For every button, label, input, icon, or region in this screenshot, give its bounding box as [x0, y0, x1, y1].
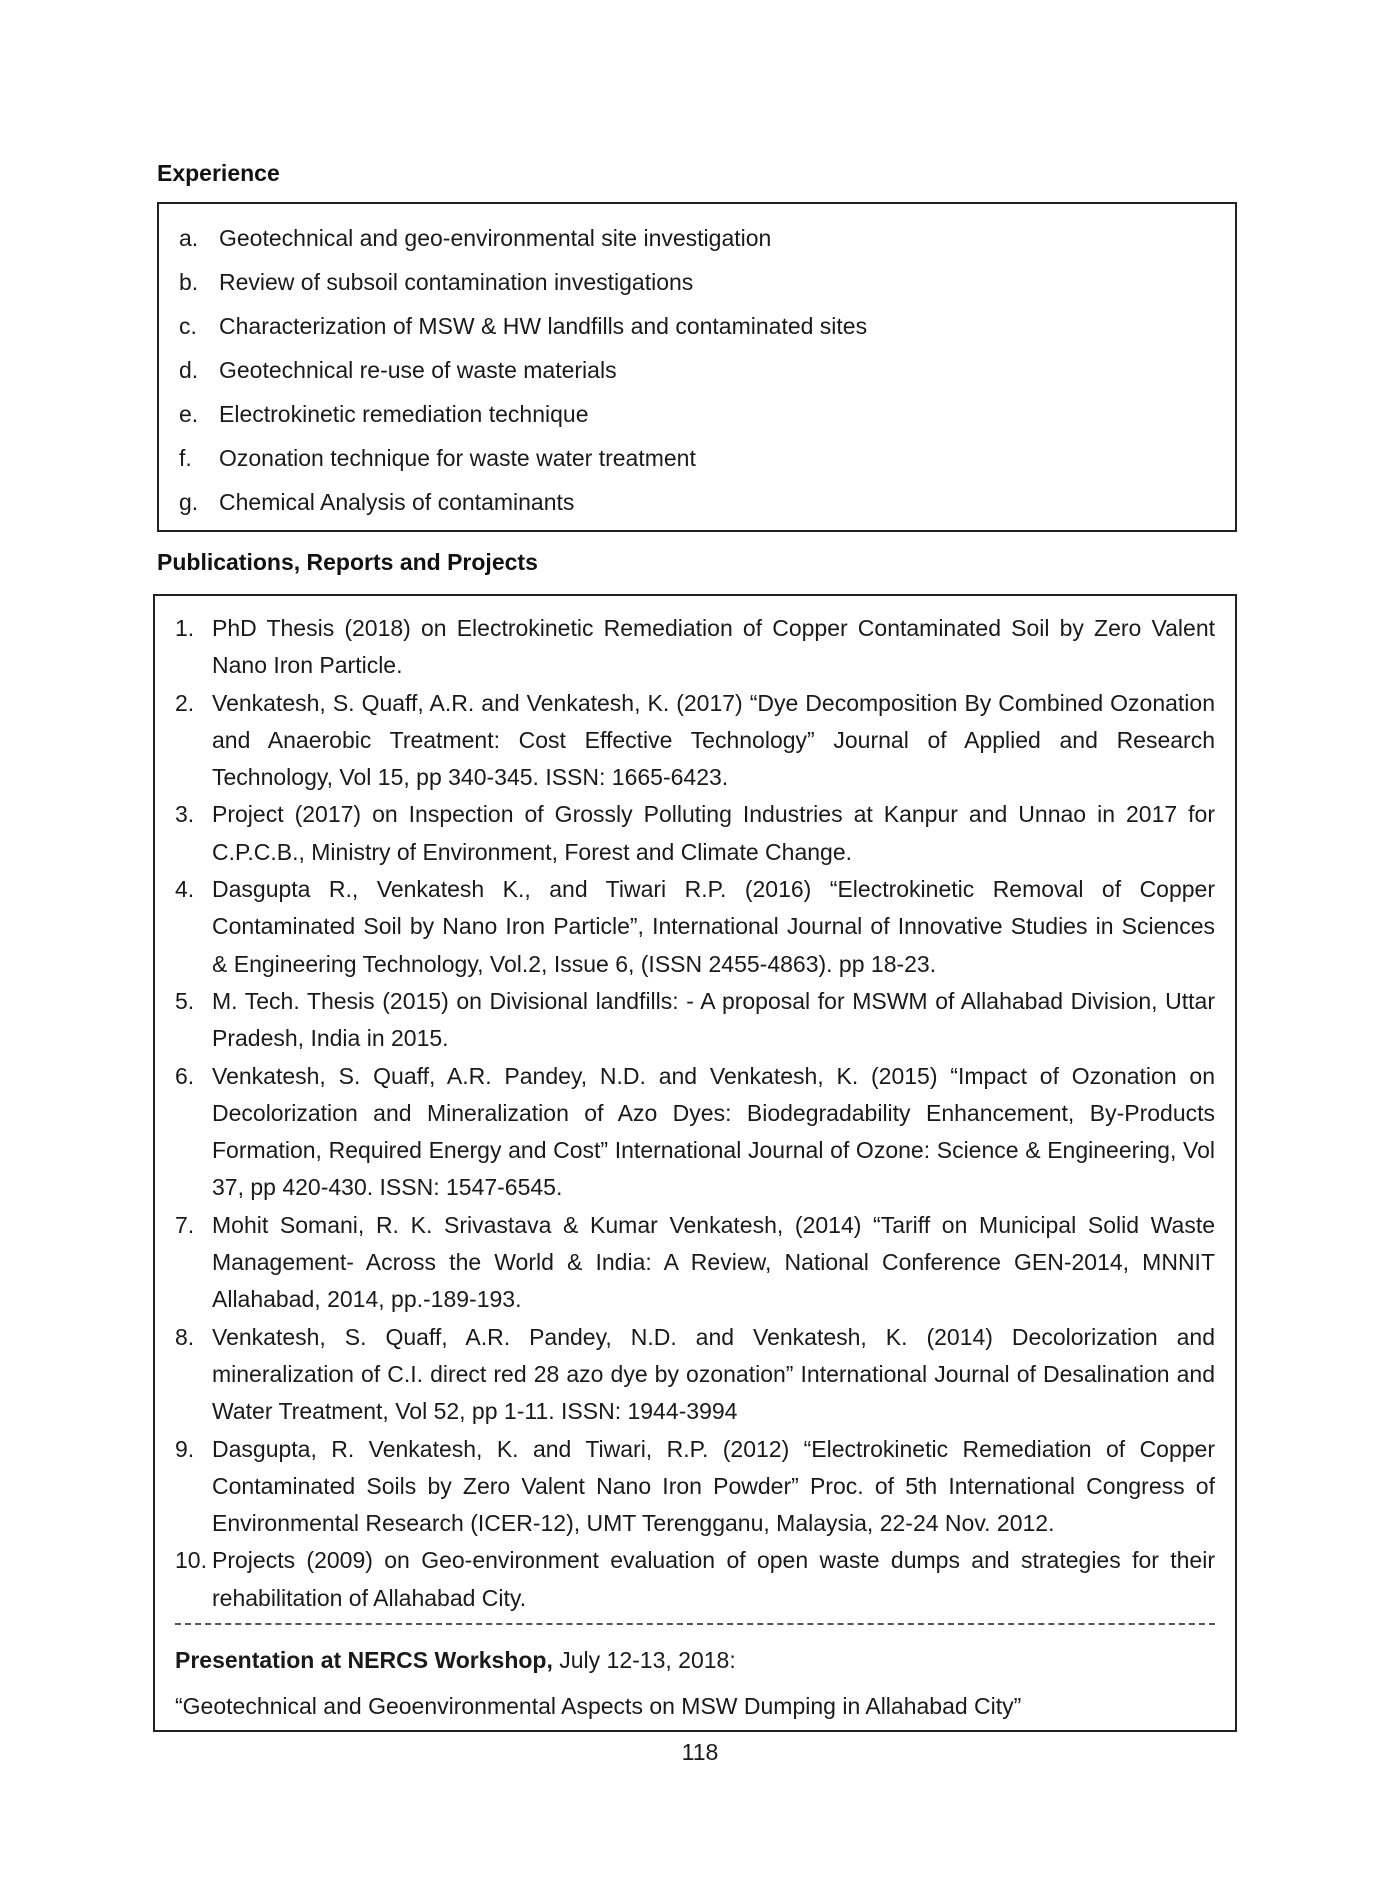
publication-text: Venkatesh, S. Quaff, A.R. Pandey, N.D. and Venkatesh, K. (2015) “Impact of Ozonation on Decolorization and Mineralization of Azo Dyes: Biodegradability Enhancement, By-Products Formation, Required Energy and Cost” International Journal of Ozone: Science & Engineering, Vol 37, pp 420-430. ISSN: 1547-6545. — [212, 1062, 1215, 1201]
presentation-label: Presentation at NERCS Workshop, — [175, 1647, 553, 1674]
publication-text: PhD Thesis (2018) on Electrokinetic Remediation of Copper Contaminated Soil by Zero Valent Nano Iron Particle. — [212, 615, 1215, 679]
publication-item — [175, 796, 1215, 871]
publication-item — [175, 871, 1215, 983]
publication-text: Projects (2009) on Geo-environment evaluation of open waste dumps and strategies for their rehabilitation of Allahabad City. — [212, 1547, 1215, 1611]
publication-number: 1. — [175, 615, 195, 641]
publication-item — [175, 1207, 1215, 1319]
publication-number: 6. — [175, 1062, 195, 1089]
presentation-date: July 12-13, 2018: — [552, 1647, 736, 1674]
experience-item — [179, 216, 1215, 260]
experience-item-text: Chemical Analysis of contaminants — [219, 488, 575, 515]
experience-box — [157, 202, 1237, 532]
presentation-title: “Geotechnical and Geoenvironmental Aspects on MSW Dumping in Allahabad City” — [175, 1693, 1022, 1720]
publication-number: 8. — [175, 1323, 195, 1350]
page-number: 118 — [681, 1739, 719, 1765]
publication-text: Dasgupta R., Venkatesh K., and Tiwari R.P. (2016) “Electrokinetic Removal of Copper Contaminated Soil by Nano Iron Particle”, International Journal of Innovative Studies in Sciences & Engineering Technology, Vol.2, Issue 6, (ISSN 2455-4863). pp 18-23. — [212, 876, 1215, 977]
experience-item-letter: a. — [179, 224, 199, 251]
experience-heading: Experience — [157, 160, 280, 186]
publication-number: 5. — [175, 987, 195, 1014]
publication-text: Project (2017) on Inspection of Grossly Polluting Industries at Kanpur and Unnao in 2017 for C.P.C.B., Ministry of Environment, Forest and Climate Change. — [212, 801, 1215, 865]
publication-number: 2. — [175, 689, 195, 716]
experience-item-text: Review of subsoil contamination investigations — [219, 268, 694, 295]
experience-item-text: Electrokinetic remediation technique — [219, 400, 589, 427]
publication-item — [175, 1431, 1215, 1543]
experience-item-letter: c. — [179, 312, 197, 339]
experience-item-letter: d. — [179, 356, 199, 383]
publication-item — [175, 1058, 1215, 1207]
experience-item — [179, 304, 1215, 348]
experience-item — [179, 260, 1215, 304]
publication-text: Dasgupta, R. Venkatesh, K. and Tiwari, R.P. (2012) “Electrokinetic Remediation of Copper Contaminated Soils by Zero Valent Nano Iron Powder” Proc. of 5th International Congress of Environmental Research (ICER-12), UMT Terengganu, Malaysia, 22-24 Nov. 2012. — [212, 1435, 1215, 1537]
experience-item — [179, 348, 1215, 392]
publications-box — [153, 594, 1237, 1732]
publication-item — [175, 983, 1215, 1058]
presentation-line — [175, 1637, 1215, 1683]
publication-item — [175, 1542, 1215, 1617]
publication-number: 7. — [175, 1211, 195, 1238]
publication-item — [175, 685, 1215, 797]
publication-text: M. Tech. Thesis (2015) on Divisional landfills: - A proposal for MSWM of Allahabad Division, Uttar Pradesh, India in 2015. — [212, 987, 1215, 1052]
publication-text: Mohit Somani, R. K. Srivastava & Kumar Venkatesh, (2014) “Tariff on Municipal Solid Waste Management- Across the World & India: A Review, National Conference GEN-2014, MNNIT Allahabad, 2014, pp.-189-193. — [212, 1211, 1215, 1313]
experience-item — [179, 480, 1215, 524]
experience-item — [179, 392, 1215, 436]
publication-item — [175, 1319, 1215, 1431]
experience-item-letter: e. — [179, 400, 199, 427]
experience-list — [179, 216, 1215, 524]
publication-number: 4. — [175, 876, 195, 903]
experience-item-text: Geotechnical re-use of waste materials — [219, 356, 617, 383]
experience-item-letter: g. — [179, 488, 199, 515]
experience-item-text: Ozonation technique for waste water treatment — [219, 444, 696, 471]
dashed-divider — [175, 1623, 1215, 1625]
experience-item-letter: b. — [179, 268, 199, 295]
publication-item — [175, 610, 1215, 685]
publication-text: Venkatesh, S. Quaff, A.R. Pandey, N.D. and Venkatesh, K. (2014) Decolorization and mineralization of C.I. direct red 28 azo dye by ozonation” International Journal of Desalination and Water Treatment, Vol 52, pp 1-11. ISSN: 1944-3994 — [212, 1323, 1215, 1425]
publications-list — [175, 610, 1215, 1617]
experience-item — [179, 436, 1215, 480]
publication-number: 3. — [175, 801, 195, 828]
publications-heading: Publications, Reports and Projects — [157, 549, 538, 575]
experience-item-letter: f. — [179, 444, 192, 471]
publication-text: Venkatesh, S. Quaff, A.R. and Venkatesh, K. (2017) “Dye Decomposition By Combined Ozonation and Anaerobic Treatment: Cost Effective Technology” Journal of Applied and Research Technology, Vol 15, pp 340-345. ISSN: 1665-6423. — [212, 689, 1215, 791]
experience-item-text: Geotechnical and geo-environmental site investigation — [219, 224, 772, 251]
publication-number: 10. — [175, 1547, 207, 1574]
experience-item-text: Characterization of MSW & HW landfills and contaminated sites — [219, 312, 868, 339]
publication-number: 9. — [175, 1435, 195, 1462]
